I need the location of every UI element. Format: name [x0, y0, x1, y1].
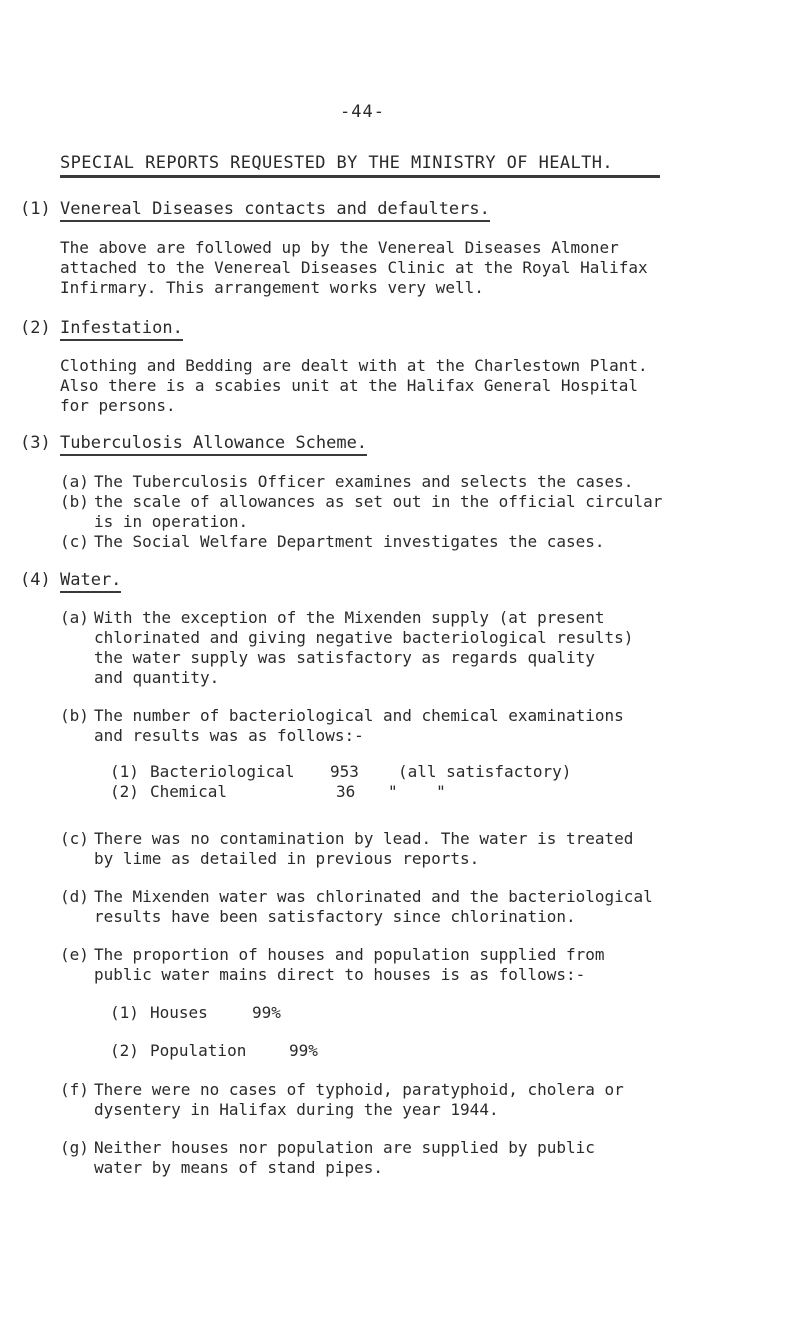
section-body: The above are followed up by the Venereal Diseases Almoner attached to the Venereal Diseases Clinic at the Royal Halifax Infirmary. This arrangement works very well. — [60, 238, 648, 297]
item-text: The Social Welfare Department investigates the cases. — [94, 532, 605, 551]
item-label: (e) — [60, 945, 89, 964]
page-number: -44- — [340, 102, 385, 122]
row-number: (2) — [110, 1041, 139, 1060]
examination-type: Chemical — [150, 782, 228, 801]
section-title: Venereal Diseases contacts and defaulters. — [60, 199, 490, 222]
list-item — [60, 829, 796, 869]
row-number: (1) — [110, 762, 139, 781]
section-title: Water. — [60, 570, 121, 593]
section-number: (3) — [20, 433, 51, 453]
section-number: (1) — [20, 199, 51, 219]
list-item — [60, 532, 796, 552]
item-text: With the exception of the Mixenden supply (at present chlorinated and giving negative bacteriological results) the water supply was satisfactory as regards quality and quantity. — [94, 608, 634, 687]
item-label: (f) — [60, 1080, 89, 1099]
examination-type: Bacteriological — [150, 762, 295, 781]
supply-value: 99% — [289, 1041, 318, 1060]
section-title: Tuberculosis Allowance Scheme. — [60, 433, 367, 456]
item-text: There were no cases of typhoid, paratyphoid, cholera or dysentery in Halifax during the year 1944. — [94, 1080, 624, 1119]
item-text: the scale of allowances as set out in the official circular is in operation. — [94, 492, 663, 531]
item-label: (d) — [60, 887, 89, 906]
item-label: (a) — [60, 472, 89, 491]
item-label: (b) — [60, 706, 89, 725]
section-number: (2) — [20, 318, 51, 338]
list-item — [60, 887, 796, 927]
item-text: The number of bacteriological and chemical examinations and results was as follows:- — [94, 706, 624, 745]
section-body: Clothing and Bedding are dealt with at the Charlestown Plant. Also there is a scabies unit at the Halifax General Hospital for persons. — [60, 356, 648, 415]
item-label: (b) — [60, 492, 89, 511]
supply-label: Houses — [150, 1003, 208, 1022]
list-item — [60, 706, 796, 746]
examination-result: (all satisfactory) — [398, 762, 572, 781]
row-number: (2) — [110, 782, 139, 801]
examination-result: " " — [388, 782, 446, 801]
list-item — [60, 1138, 796, 1178]
list-item — [60, 1080, 796, 1120]
item-text: The proportion of houses and population supplied from public water mains direct to houses is as follows:- — [94, 945, 605, 984]
item-label: (c) — [60, 829, 89, 848]
list-item — [60, 492, 796, 532]
row-number: (1) — [110, 1003, 139, 1022]
supply-value: 99% — [252, 1003, 281, 1022]
item-text: The Tuberculosis Officer examines and selects the cases. — [94, 472, 634, 491]
item-text: The Mixenden water was chlorinated and the bacteriological results have been satisfactory since chlorination. — [94, 887, 653, 926]
item-text: There was no contamination by lead. The water is treated by lime as detailed in previous reports. — [94, 829, 634, 868]
page-heading: SPECIAL REPORTS REQUESTED BY THE MINISTRY OF HEALTH. — [60, 153, 660, 178]
list-item — [60, 472, 796, 492]
list-item — [60, 608, 796, 688]
item-text: Neither houses nor population are supplied by public water by means of stand pipes. — [94, 1138, 595, 1177]
supply-label: Population — [150, 1041, 247, 1060]
section-number: (4) — [20, 570, 51, 590]
examination-count: 953 — [330, 762, 359, 781]
item-label: (c) — [60, 532, 89, 551]
examination-count: 36 — [336, 782, 356, 801]
item-label: (g) — [60, 1138, 89, 1157]
item-label: (a) — [60, 608, 89, 627]
list-item — [60, 945, 796, 985]
section-title: Infestation. — [60, 318, 183, 341]
